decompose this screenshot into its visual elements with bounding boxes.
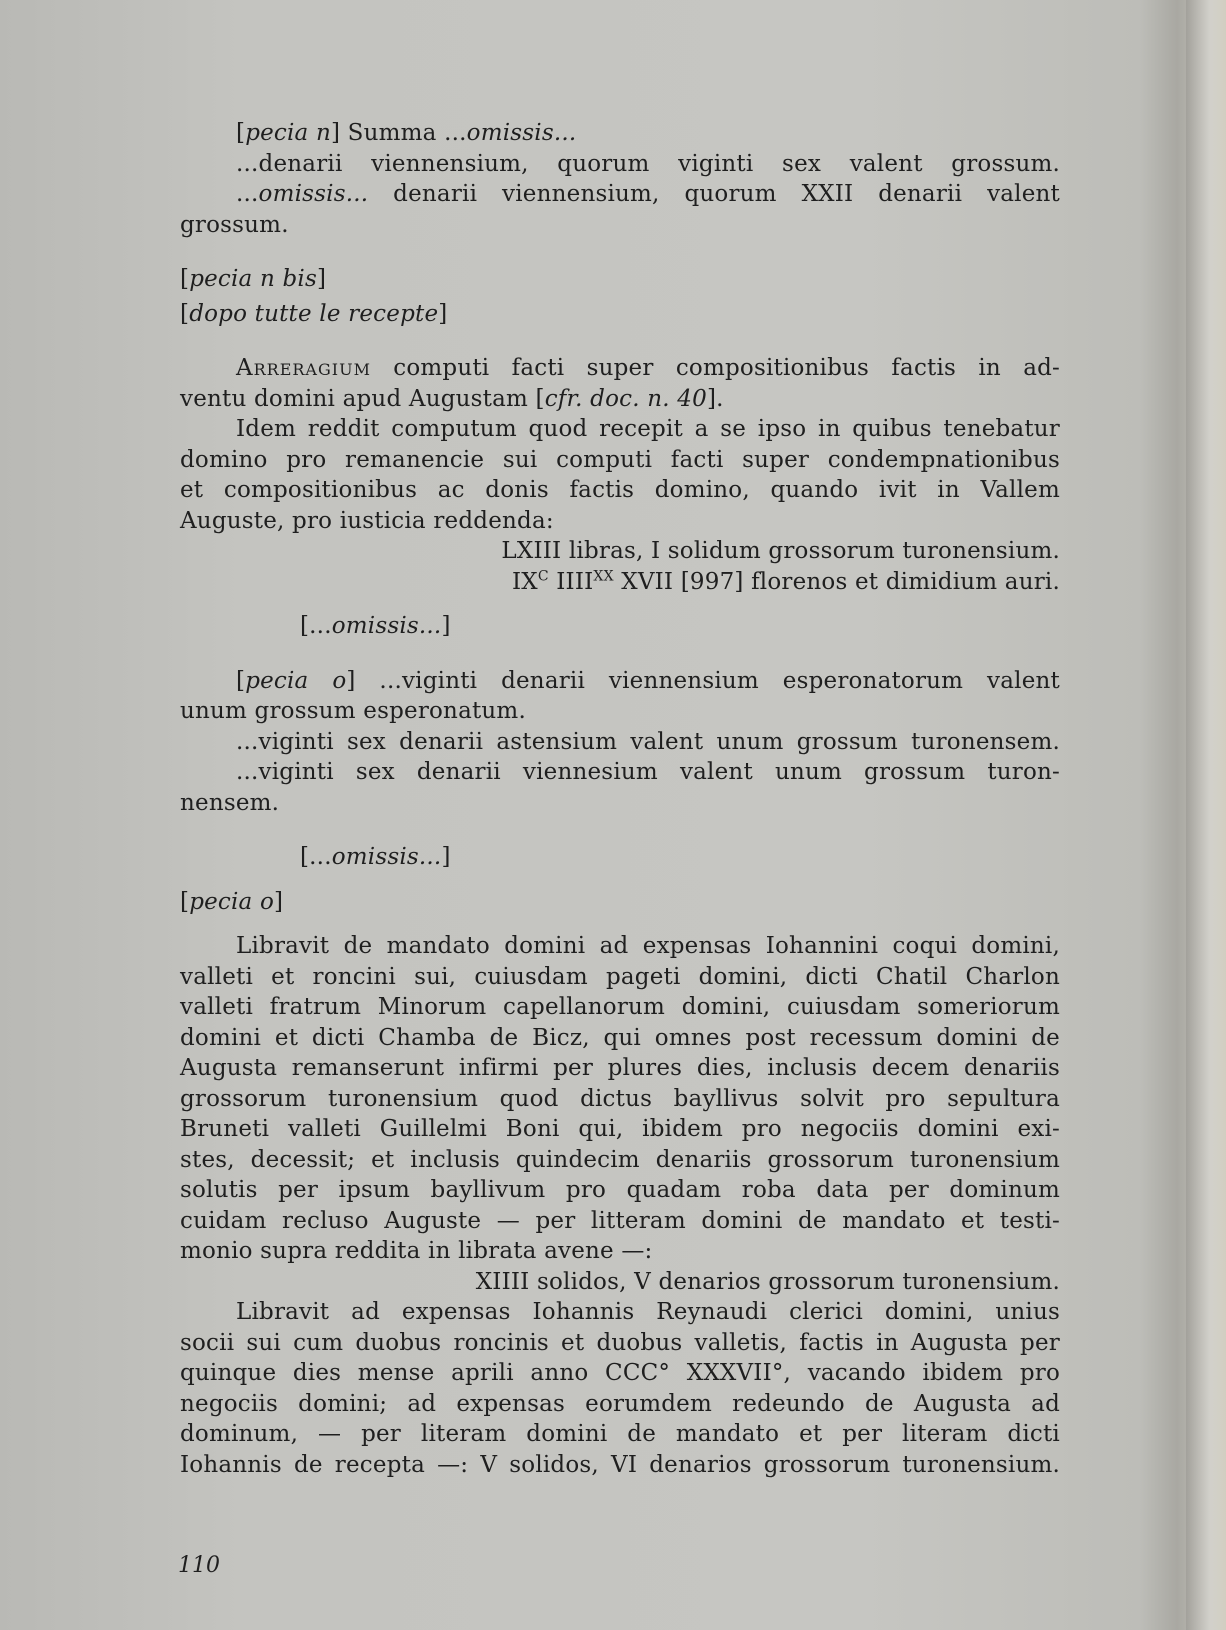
text-line: Augusta remanserunt infirmi per plures dies, inclusis decem denariis	[180, 1055, 1060, 1081]
text-line: unum grossum esperonatum.	[180, 698, 526, 724]
section-heading: [pecia n bis]	[180, 266, 327, 292]
spacer	[180, 818, 1060, 842]
text-line: ...viginti sex denarii viennesium valent unum grossum turon-	[236, 759, 1060, 785]
text-line: valleti et roncini sui, cuiusdam pageti domini, dicti Chatil Charlon	[180, 963, 1060, 990]
page-edge-shadow	[1186, 0, 1226, 1630]
text-line: [pecia n] Summa ...omissis...	[236, 120, 577, 146]
text-line: cuidam recluso Auguste — per litteram domini de mandato et testi-	[180, 1207, 1060, 1234]
text-line: Libravit ad expensas Iohannis Reynaudi clerici domini, unius	[236, 1299, 1060, 1325]
omissis-note: [...omissis...]	[300, 844, 451, 870]
text-line: domino pro remanencie sui computi facti super condempnationibus	[180, 446, 1060, 473]
text-line: et compositionibus ac donis factis domino, quando ivit in Vallem	[180, 477, 1060, 503]
spacer	[180, 873, 1060, 887]
sum-line: $IX^C$ $IIII^{XX}$ XVII [997] florenos et dimidium auri.	[511, 567, 1060, 595]
text-line: Libravit de mandato domini ad expensas Iohannini coqui domini,	[236, 933, 1060, 959]
section-heading: [pecia o]	[180, 888, 284, 915]
text-line: ...denarii viennensium, quorum viginti sex valent grossum.	[236, 150, 1060, 177]
text-line: quinque dies mense aprili anno CCC° XXXVII°, vacando ibidem pro	[180, 1360, 1060, 1386]
text-line: valleti fratrum Minorum capellanorum domini, cuiusdam someriorum	[180, 994, 1060, 1020]
spacer	[180, 329, 1060, 353]
text-line: ventu domini apud Augustam [cfr. doc. n. 40].	[180, 385, 724, 412]
spacer	[180, 642, 1060, 666]
sum-line: XIIII solidos, V denarios grossorum turonensium.	[475, 1268, 1060, 1295]
spacer	[180, 240, 1060, 264]
sum-line: LXIII libras, I solidum grossorum turonensium.	[501, 538, 1060, 564]
text-line: stes, decessit; et inclusis quindecim denariis grossorum turonensium	[180, 1146, 1060, 1173]
text-line: Iohannis de recepta —: V solidos, VI denarios grossorum turonensium.	[180, 1451, 1060, 1478]
text-line: domini et dicti Chamba de Bicz, qui omnes post recessum domini de	[180, 1024, 1060, 1051]
text-column	[180, 118, 1060, 1480]
section-heading: [dopo tutte le recepte]	[180, 300, 448, 327]
text-line: ...viginti sex denarii astensium valent unum grossum turonensem.	[236, 728, 1060, 755]
text-line: ...omissis... denarii viennensium, quorum XXII denarii valent	[236, 181, 1060, 207]
text-line: grossum.	[180, 211, 289, 238]
text-line: negociis domini; ad expensas eorumdem redeundo de Augusta ad	[180, 1390, 1060, 1417]
page-number: 110	[178, 1553, 220, 1578]
text-line: nensem.	[180, 789, 280, 816]
text-line: dominum, — per literam domini de mandato et per literam dicti	[180, 1421, 1060, 1447]
text-line: Arreragium computi facti super compositionibus factis in ad-	[236, 355, 1060, 381]
text-line: Auguste, pro iusticia reddenda:	[180, 507, 554, 534]
text-line: [pecia o] ...viginti denarii viennensium esperonatorum valent	[236, 667, 1060, 694]
text-line: Idem reddit computum quod recepit a se ipso in quibus tenebatur	[236, 416, 1060, 442]
omissis-note: [...omissis...]	[300, 613, 451, 639]
spacer	[180, 917, 1060, 931]
text-line: monio supra reddita in librata avene —:	[180, 1238, 653, 1264]
text-line: grossorum turonensium quod dictus bayllivus solvit pro sepultura	[180, 1085, 1060, 1112]
text-line: solutis per ipsum bayllivum pro quadam roba data per dominum	[180, 1177, 1060, 1203]
spacer	[180, 597, 1060, 611]
text-line: Bruneti valleti Guillelmi Boni qui, ibidem pro negociis domini exi-	[180, 1116, 1060, 1142]
text-line: socii sui cum duobus roncinis et duobus valletis, factis in Augusta per	[180, 1329, 1060, 1356]
